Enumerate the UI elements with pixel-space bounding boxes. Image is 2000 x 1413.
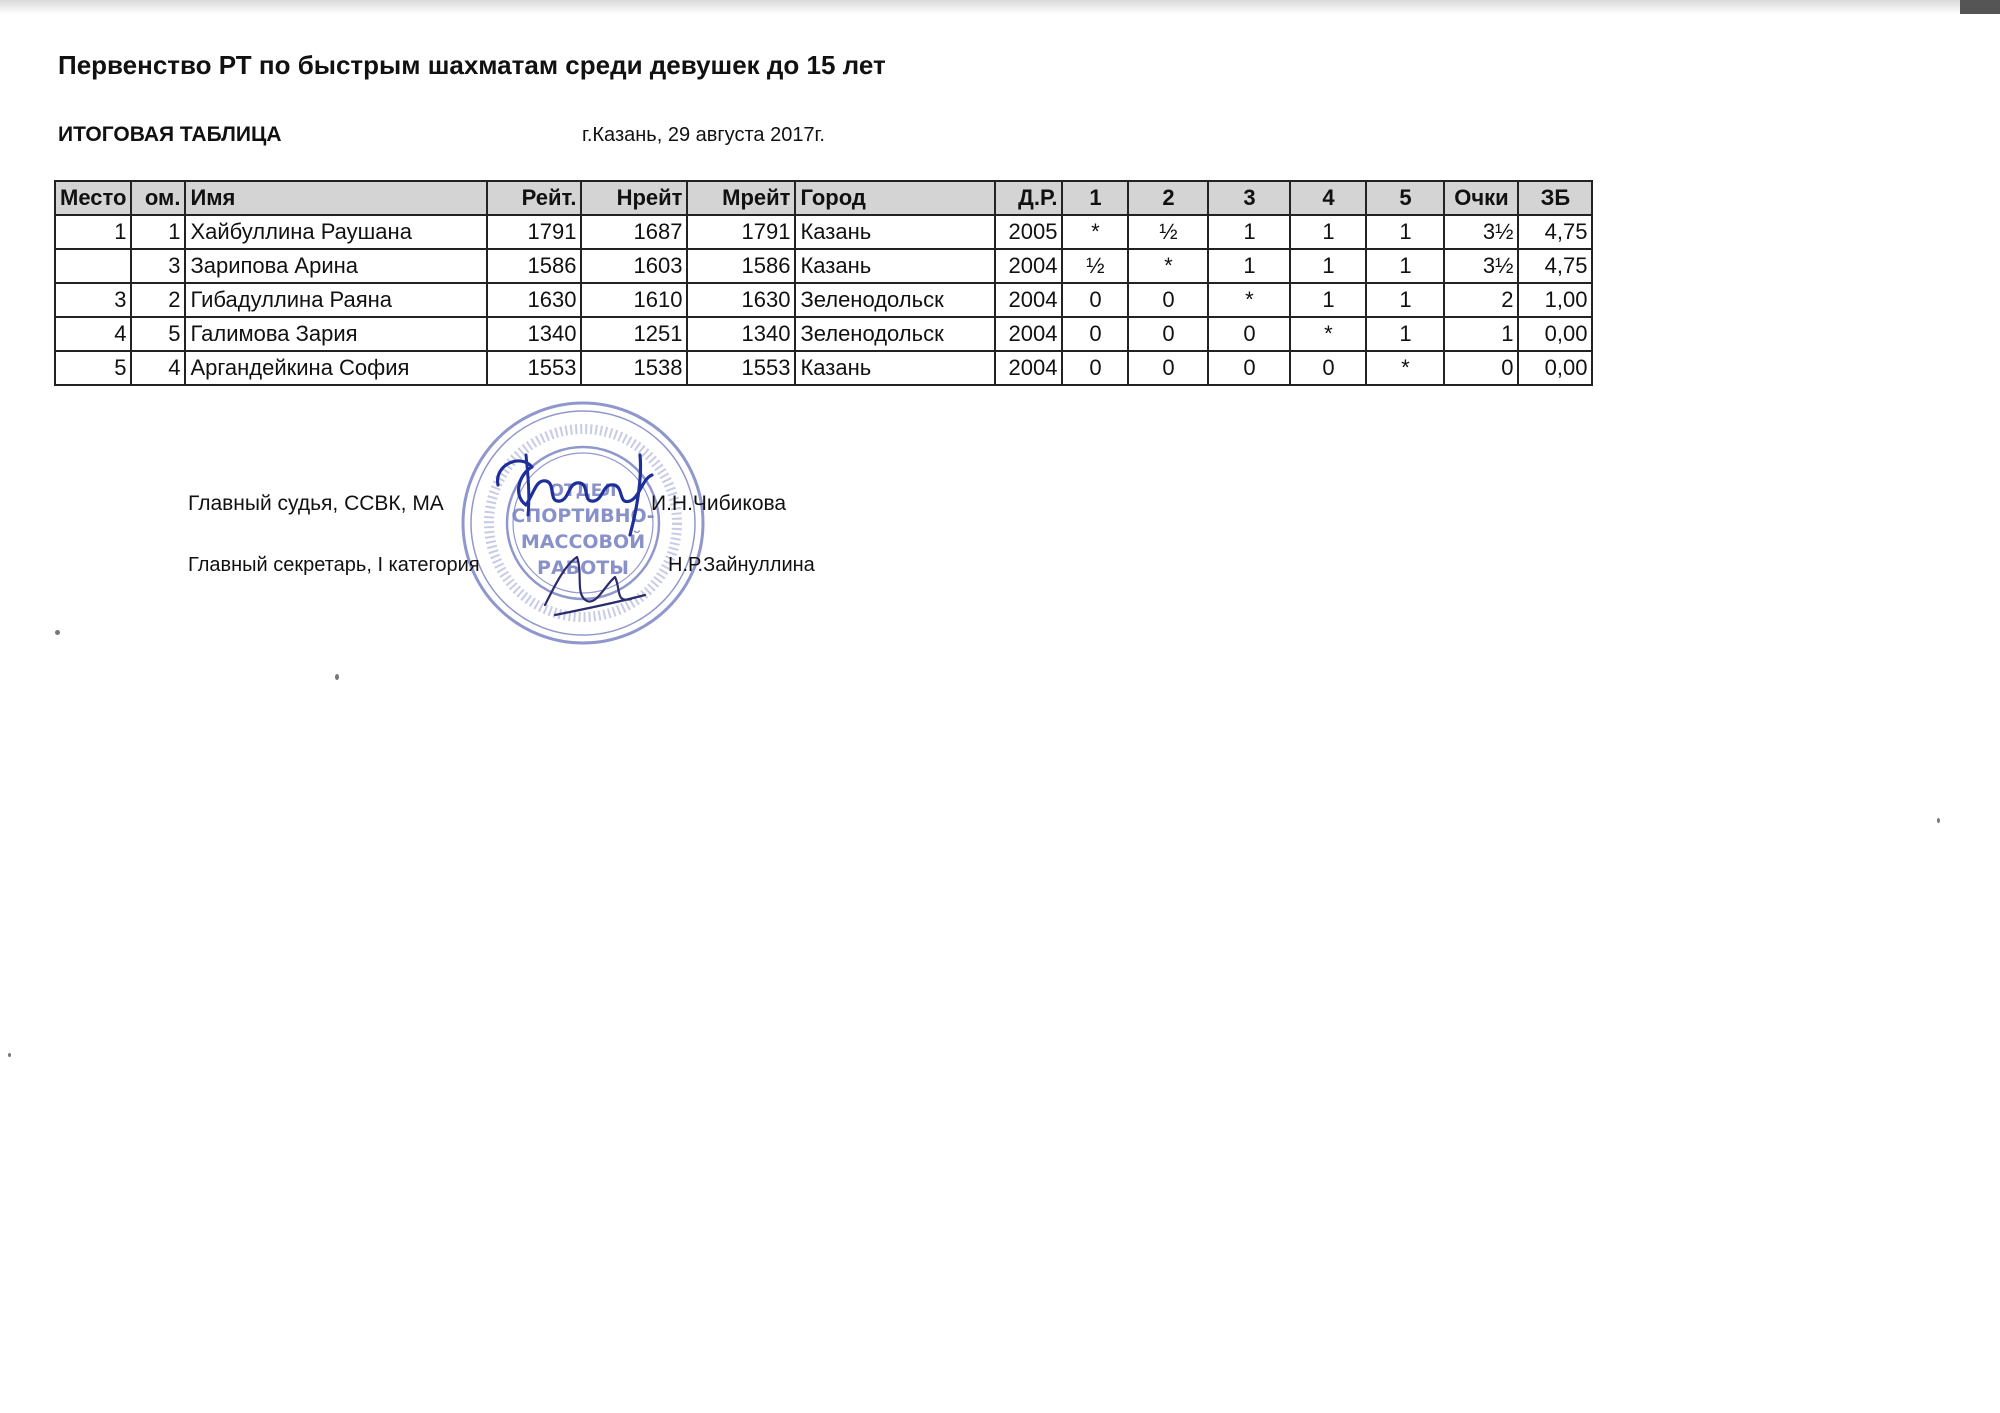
cell-mrating: 1553 bbox=[687, 351, 795, 385]
cell-round-4: 1 bbox=[1290, 249, 1366, 283]
header-round-3: 3 bbox=[1208, 181, 1290, 215]
cell-mrating: 1340 bbox=[687, 317, 795, 351]
header-name: Имя bbox=[185, 181, 487, 215]
cell-round-4: 0 bbox=[1290, 351, 1366, 385]
scan-edge-mark bbox=[1960, 0, 2000, 14]
cell-name: Аргандейкина София bbox=[185, 351, 487, 385]
cell-round-3: 0 bbox=[1208, 351, 1290, 385]
cell-number: 4 bbox=[131, 351, 185, 385]
results-table bbox=[54, 180, 1593, 386]
header-round-4: 4 bbox=[1290, 181, 1366, 215]
cell-round-3: 0 bbox=[1208, 317, 1290, 351]
cell-round-4: * bbox=[1290, 317, 1366, 351]
cell-place: 5 bbox=[55, 351, 131, 385]
chief-secretary-signature bbox=[535, 545, 655, 625]
header-rating: Рейт. bbox=[487, 181, 581, 215]
cell-rating: 1340 bbox=[487, 317, 581, 351]
cell-round-2: ½ bbox=[1128, 215, 1208, 249]
header-tiebreak: ЗБ bbox=[1518, 181, 1592, 215]
document-title: Первенство РТ по быстрым шахматам среди девушек до 15 лет bbox=[58, 50, 886, 80]
chief-judge-label: Главный судья, ССВК, МА bbox=[188, 492, 444, 515]
cell-mrating: 1791 bbox=[687, 215, 795, 249]
cell-round-5: * bbox=[1366, 351, 1444, 385]
cell-round-1: * bbox=[1062, 215, 1128, 249]
cell-tiebreak: 1,00 bbox=[1518, 283, 1592, 317]
cell-place: 1 bbox=[55, 215, 131, 249]
cell-birth-year: 2004 bbox=[995, 317, 1062, 351]
cell-round-3: * bbox=[1208, 283, 1290, 317]
header-round-1: 1 bbox=[1062, 181, 1128, 215]
cell-rating: 1553 bbox=[487, 351, 581, 385]
stamp-center-line-4: РАБОТЫ bbox=[537, 557, 629, 579]
cell-place: 3 bbox=[55, 283, 131, 317]
scan-speck bbox=[8, 1053, 11, 1057]
cell-place: 4 bbox=[55, 317, 131, 351]
cell-points: 0 bbox=[1444, 351, 1518, 385]
scan-speck bbox=[335, 674, 339, 680]
cell-number: 5 bbox=[131, 317, 185, 351]
cell-number: 1 bbox=[131, 215, 185, 249]
table-row bbox=[55, 215, 1592, 249]
cell-nrating: 1251 bbox=[581, 317, 687, 351]
cell-round-5: 1 bbox=[1366, 215, 1444, 249]
header-number: ом. bbox=[131, 181, 185, 215]
cell-round-5: 1 bbox=[1366, 317, 1444, 351]
cell-name: Гибадуллина Раяна bbox=[185, 283, 487, 317]
chief-judge-name: И.Н.Чибикова bbox=[651, 492, 787, 515]
cell-round-2: 0 bbox=[1128, 283, 1208, 317]
cell-number: 3 bbox=[131, 249, 185, 283]
cell-points: 3½ bbox=[1444, 215, 1518, 249]
scan-edge-top bbox=[0, 0, 2000, 14]
cell-round-5: 1 bbox=[1366, 249, 1444, 283]
cell-round-2: 0 bbox=[1128, 317, 1208, 351]
stamp-center-line-2: СПОРТИВНО- bbox=[511, 505, 655, 527]
cell-points: 3½ bbox=[1444, 249, 1518, 283]
cell-round-1: 0 bbox=[1062, 351, 1128, 385]
table-row bbox=[55, 283, 1592, 317]
cell-round-1: 0 bbox=[1062, 283, 1128, 317]
stamp-center-line-3: МАССОВОЙ bbox=[520, 531, 646, 553]
cell-tiebreak: 0,00 bbox=[1518, 351, 1592, 385]
cell-city: Зеленодольск bbox=[795, 317, 995, 351]
cell-city: Казань bbox=[795, 351, 995, 385]
cell-rating: 1630 bbox=[487, 283, 581, 317]
cell-mrating: 1586 bbox=[687, 249, 795, 283]
cell-round-1: ½ bbox=[1062, 249, 1128, 283]
chief-judge-signature bbox=[490, 445, 660, 540]
cell-name: Хайбуллина Раушана bbox=[185, 215, 487, 249]
cell-number: 2 bbox=[131, 283, 185, 317]
header-round-2: 2 bbox=[1128, 181, 1208, 215]
cell-name: Зарипова Арина bbox=[185, 249, 487, 283]
table-header-row bbox=[55, 181, 1592, 215]
cell-round-4: 1 bbox=[1290, 215, 1366, 249]
cell-points: 1 bbox=[1444, 317, 1518, 351]
stamp-center-line-1: ОТДЕЛ bbox=[549, 481, 617, 501]
cell-tiebreak: 4,75 bbox=[1518, 215, 1592, 249]
cell-tiebreak: 0,00 bbox=[1518, 317, 1592, 351]
document-subtitle: ИТОГОВАЯ ТАБЛИЦА bbox=[58, 123, 282, 146]
table-row bbox=[55, 249, 1592, 283]
cell-rating: 1791 bbox=[487, 215, 581, 249]
place-date: г.Казань, 29 августа 2017г. bbox=[582, 124, 825, 146]
header-city: Город bbox=[795, 181, 995, 215]
cell-nrating: 1687 bbox=[581, 215, 687, 249]
header-points: Очки bbox=[1444, 181, 1518, 215]
cell-mrating: 1630 bbox=[687, 283, 795, 317]
cell-city: Казань bbox=[795, 249, 995, 283]
cell-nrating: 1538 bbox=[581, 351, 687, 385]
header-birth-year: Д.Р. bbox=[995, 181, 1062, 215]
cell-birth-year: 2004 bbox=[995, 351, 1062, 385]
scan-speck bbox=[1937, 818, 1940, 823]
cell-round-3: 1 bbox=[1208, 249, 1290, 283]
cell-birth-year: 2004 bbox=[995, 283, 1062, 317]
cell-points: 2 bbox=[1444, 283, 1518, 317]
table-row bbox=[55, 317, 1592, 351]
chief-secretary-name: Н.Р.Зайнуллина bbox=[668, 554, 815, 576]
cell-round-1: 0 bbox=[1062, 317, 1128, 351]
cell-tiebreak: 4,75 bbox=[1518, 249, 1592, 283]
cell-nrating: 1610 bbox=[581, 283, 687, 317]
cell-round-5: 1 bbox=[1366, 283, 1444, 317]
cell-name: Галимова Зария bbox=[185, 317, 487, 351]
cell-birth-year: 2004 bbox=[995, 249, 1062, 283]
cell-nrating: 1603 bbox=[581, 249, 687, 283]
cell-place bbox=[55, 249, 131, 283]
cell-round-2: * bbox=[1128, 249, 1208, 283]
cell-city: Зеленодольск bbox=[795, 283, 995, 317]
scan-speck bbox=[55, 630, 60, 635]
header-nrating: Нрейт bbox=[581, 181, 687, 215]
header-mrating: Мрейт bbox=[687, 181, 795, 215]
cell-rating: 1586 bbox=[487, 249, 581, 283]
chief-secretary-label: Главный секретарь, I категория bbox=[188, 554, 480, 576]
cell-birth-year: 2005 bbox=[995, 215, 1062, 249]
cell-round-4: 1 bbox=[1290, 283, 1366, 317]
header-place: Место bbox=[55, 181, 131, 215]
table-row bbox=[55, 351, 1592, 385]
cell-city: Казань bbox=[795, 215, 995, 249]
cell-round-3: 1 bbox=[1208, 215, 1290, 249]
cell-round-2: 0 bbox=[1128, 351, 1208, 385]
header-round-5: 5 bbox=[1366, 181, 1444, 215]
